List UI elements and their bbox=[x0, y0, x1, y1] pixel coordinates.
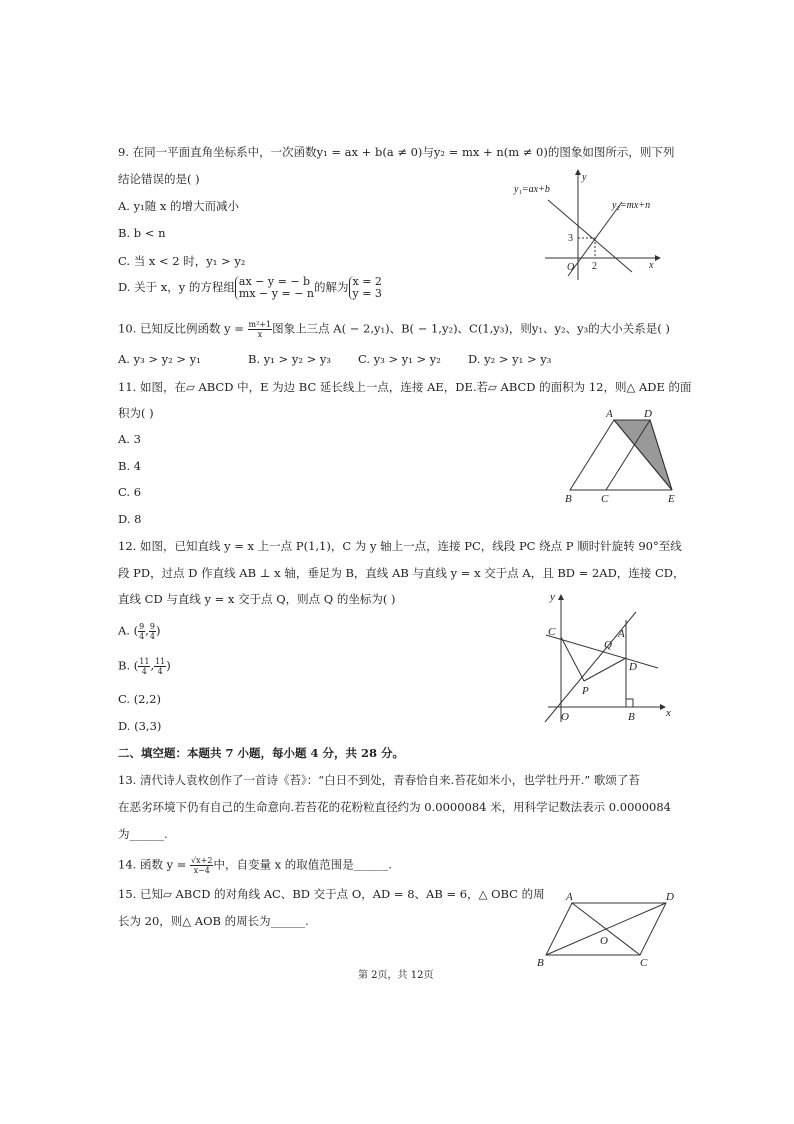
q12-label-b: B bbox=[628, 711, 635, 723]
q14-suffix: 中，自变量 x 的取值范围是______. bbox=[213, 857, 392, 872]
q9-sol1: x = 2 bbox=[352, 275, 382, 288]
q15-label-b: B bbox=[537, 957, 544, 969]
q12-option-b-prefix: B. ( bbox=[118, 658, 139, 673]
q9-option-d-prefix: D. 关于 x，y 的方程组 bbox=[118, 280, 235, 294]
q12-axis-x-label: x bbox=[666, 707, 671, 719]
q12-label-c: C bbox=[548, 626, 556, 638]
q9-option-d-mid: 的解为 bbox=[314, 280, 349, 294]
section-fill-in-heading: 二、填空题：本题共 7 小题，每小题 4 分，共 28 分。 bbox=[118, 746, 405, 760]
q12-a-num2: 9 bbox=[149, 622, 155, 631]
q11-label-b: B bbox=[565, 493, 572, 505]
q12-a-den1: 4 bbox=[139, 632, 145, 641]
q10-option-b: B. y₁ > y₂ > y₃ bbox=[248, 352, 331, 366]
q9-origin-label: O bbox=[567, 262, 575, 273]
q14-denominator: x−4 bbox=[193, 866, 210, 875]
q9-label-y1: y₁=ax+b bbox=[514, 184, 550, 195]
q10-option-d: D. y₂ > y₁ > y₃ bbox=[468, 352, 552, 366]
q11-stem-line1: 11. 如图，在▱ ABCD 中，E 为边 BC 延长线上一点，连接 AE，DE.若▱ ABCD 的面积为 12，则△ ADE 的面 bbox=[118, 380, 692, 394]
q14-prefix: 14. 函数 y = bbox=[118, 857, 191, 872]
q9-stem-line1: 9. 在同一平面直角坐标系中，一次函数y₁ = ax + b(a ≠ 0)与y₂ = mx + n(m ≠ 0)的图象如图所示，则下列 bbox=[118, 145, 675, 159]
q12-stem-line1: 12. 如图，已知直线 y = x 上一点 P(1,1)，C 为 y 轴上一点，连接 PC，线段 PC 绕点 P 顺时针旋转 90°至线 bbox=[118, 539, 682, 553]
q9-axis-y-label: y bbox=[582, 172, 587, 183]
q9-sol2: y = 3 bbox=[352, 287, 382, 300]
q12-a-num1: 9 bbox=[139, 622, 145, 631]
q15-label-c: C bbox=[640, 957, 648, 969]
q9-option-c: C. 当 x < 2 时，y₁ > y₂ bbox=[118, 254, 246, 268]
q11-option-b: B. 4 bbox=[118, 459, 142, 473]
q11-option-d: D. 8 bbox=[118, 512, 142, 526]
q12-label-a: A bbox=[618, 628, 625, 640]
q10-option-c: C. y₃ > y₁ > y₂ bbox=[358, 352, 441, 366]
q12-origin-label: O bbox=[561, 711, 569, 723]
q12-option-d: D. (3,3) bbox=[118, 719, 162, 733]
q12-stem-line2: 段 PD，过点 D 作直线 AB ⊥ x 轴，垂足为 B，直线 AB 与直线 y = x 交于点 A，且 BD = 2AD，连接 CD， bbox=[118, 566, 685, 580]
q15-label-d: D bbox=[666, 891, 674, 903]
q12-label-p: P bbox=[582, 685, 589, 697]
q13-line1: 13. 清代诗人袁枚创作了一首诗《苔》：“白日不到处，青春恰自来.苔花如米小，也学牡丹开.” 歌颂了苔 bbox=[118, 773, 640, 787]
q9-eq2: mx − y = − n bbox=[238, 287, 314, 300]
q9-label-y2: y₂=mx+n bbox=[612, 200, 651, 211]
q11-label-a: A bbox=[606, 408, 613, 420]
q12-stem-line3: 直线 CD 与直线 y = x 交于点 Q，则点 Q 的坐标为( ) bbox=[118, 592, 396, 606]
q10-option-a: A. y₃ > y₂ > y₁ bbox=[118, 352, 201, 366]
q12-axis-y-label: y bbox=[550, 591, 555, 603]
q10-stem-prefix: 10. 已知反比例函数 y = bbox=[118, 321, 248, 336]
q11-option-a: A. 3 bbox=[118, 432, 141, 446]
q12-option-a-prefix: A. ( bbox=[118, 623, 139, 638]
page-footer: 第 2页，共 12页 bbox=[358, 970, 434, 981]
q12-a-close: ) bbox=[155, 623, 161, 638]
q9-option-a: A. y₁随 x 的增大而减小 bbox=[118, 199, 240, 213]
q12-option-c: C. (2,2) bbox=[118, 692, 161, 706]
q10-numerator: m²+1 bbox=[248, 320, 272, 329]
q12-b-comma: , bbox=[150, 658, 155, 673]
q9-tick-2: 2 bbox=[592, 261, 597, 272]
q11-stem-line2: 积为( ) bbox=[118, 406, 154, 420]
q12-b-num1: 11 bbox=[139, 657, 150, 666]
q12-label-d: D bbox=[629, 661, 637, 673]
q15-line2: 长为 20，则△ AOB 的周长为______. bbox=[118, 914, 309, 928]
q15-label-a: A bbox=[566, 891, 573, 903]
q14-numerator: √x+2 bbox=[191, 856, 213, 865]
q10-stem-suffix: 图象上三点 A( − 2,y₁)、B( − 1,y₂)、C(1,y₃)，则y₁、y₂、y₃的大小关系是( ) bbox=[272, 321, 670, 336]
q13-line2: 在恶劣环境下仍有自己的生命意向.若苔花的花粉粒直径约为 0.0000084 米，用科学记数法表示 0.0000084 bbox=[118, 800, 671, 814]
q12-b-close: ) bbox=[166, 658, 171, 673]
q15-line1: 15. 已知▱ ABCD 的对角线 AC、BD 交于点 O，AD = 8、AB = 6，△ OBC 的周 bbox=[118, 887, 545, 901]
q11-label-c: C bbox=[601, 493, 609, 505]
q12-b-den1: 4 bbox=[141, 667, 147, 676]
q11-label-d: D bbox=[644, 408, 652, 420]
q10-denominator: x bbox=[257, 330, 263, 339]
q12-label-q: Q bbox=[604, 639, 612, 651]
q12-a-comma: , bbox=[145, 623, 149, 638]
q9-axis-x-label: x bbox=[649, 260, 654, 271]
q15-label-o: O bbox=[600, 935, 608, 947]
q9-tick-3: 3 bbox=[568, 233, 573, 244]
q13-line3: 为______. bbox=[118, 827, 168, 841]
q12-a-den2: 4 bbox=[149, 632, 155, 641]
q12-b-den2: 4 bbox=[157, 667, 163, 676]
q9-stem-line2: 结论错误的是( ) bbox=[118, 172, 200, 186]
q11-option-c: C. 6 bbox=[118, 485, 142, 499]
q9-eq1: ax − y = − b bbox=[238, 275, 311, 288]
q11-label-e: E bbox=[668, 493, 675, 505]
q12-b-num2: 11 bbox=[155, 657, 166, 666]
q9-option-b: B. b < n bbox=[118, 226, 166, 240]
q15-diagonal-bd bbox=[546, 903, 666, 955]
